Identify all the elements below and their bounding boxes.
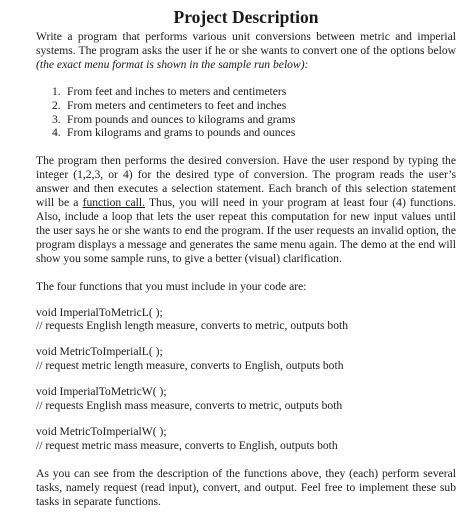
function-comment: // requests English mass measure, converts to metric, outputs both [36,399,343,413]
page-title: Project Description [173,7,319,27]
list-item [52,99,456,113]
function-block [36,425,456,453]
list-item-number: 1. [52,84,61,98]
function-comment: // requests English length measure, converts to metric, outputs both [36,319,349,333]
list-item-text: From pounds and ounces to kilograms and grams [67,112,296,126]
intro-paragraph [36,30,456,72]
conversion-options-list [52,85,456,141]
function-block [36,385,456,413]
list-item-text: From meters and centimeters to feet and inches [67,98,287,112]
body-text-1: The program then performs the desired conversion. Have the user respond by typing the integer (1,2,3, or 4) for the desired type of conversion. The program reads the user’s answer and then executes a selection statement. Each branch of this selection statement will be a [36,154,456,210]
function-signature: void ImperialToMetricL( ); [36,305,163,319]
function-signature: void MetricToImperialL( ); [36,345,163,359]
function-signature: void MetricToImperialW( ); [36,424,167,438]
function-block [36,306,456,334]
function-comment: // request metric mass measure, converts to English, outputs both [36,438,338,452]
body-paragraph [36,154,456,265]
function-call-underlined: function call. [82,196,145,210]
function-block [36,345,456,373]
list-item [52,113,456,127]
intro-italic-note: (the exact menu format is shown in the sample run below): [36,57,309,71]
functions-intro: The four functions that you must include in your code are: [36,279,307,293]
list-item [52,85,456,99]
list-item-text: From kilograms and grams to pounds and ounces [67,126,296,140]
list-item-number: 2. [52,98,61,112]
function-comment: // request metric length measure, converts to English, outputs both [36,359,344,373]
list-item-number: 4. [52,126,61,140]
body-text-2: Thus, you will need in your program at least four (4) functions. Also, include a loop that lets the user repeat this computation for new input values until the user says he or she wants to end the program. If the user requests an invalid option, the program displays a message and generates the same menu again. The demo at the end will show you some sample runs, to give a better (visual) clarification. [36,196,456,265]
closing-paragraph: As you can see from the description of the functions above, they (each) perform several tasks, namely request (read input), convert, and output. Feel free to implement these sub tasks in separate functions. [36,466,456,508]
list-item-text: From feet and inches to meters and centimeters [67,84,287,98]
intro-text: Write a program that performs various unit conversions between metric and imperial systems. The program asks the user if he or she wants to convert one of the options below [36,30,456,57]
list-item [52,126,456,140]
list-item-number: 3. [52,112,61,126]
function-signature: void ImperialToMetricW( ); [36,385,167,399]
